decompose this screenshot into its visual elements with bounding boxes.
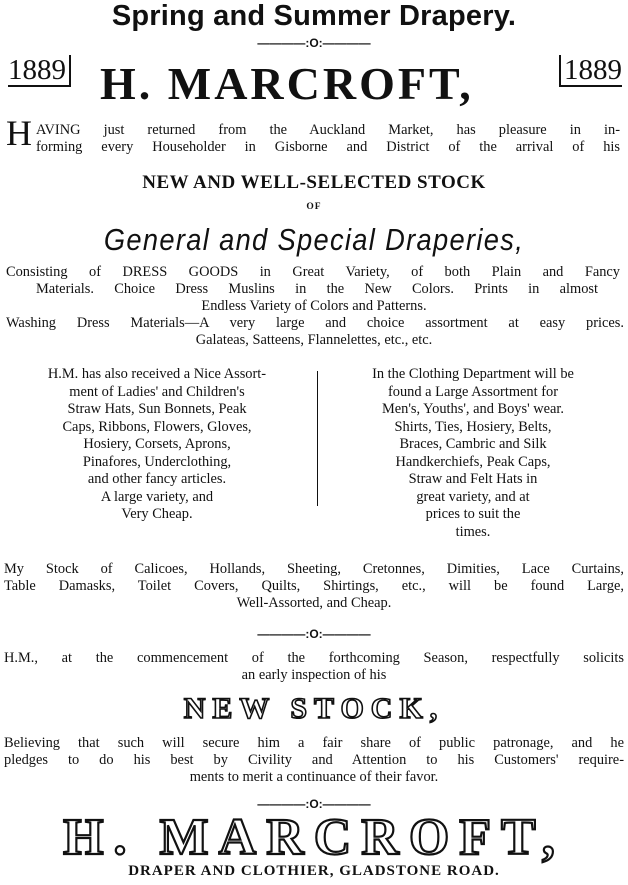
consisting-line-1: Consisting of DRESS GOODS in Great Variety, of both Plain and Fancy: [6, 264, 620, 280]
right-column-line: Shirts, Ties, Hosiery, Belts,: [394, 418, 552, 435]
left-column-line: and other fancy articles.: [87, 471, 227, 487]
right-column-line: Men's, Youths', and Boys' wear.: [381, 401, 565, 417]
column-rule: [317, 371, 318, 506]
intro-line-2: forming every Householder in Gisborne and District of the arrival of his: [36, 139, 620, 155]
calicoes-line-1: My Stock of Calicoes, Hollands, Sheeting, Cretonnes, Dimities, Lace Curtains,: [4, 561, 624, 577]
consisting-line-4: Washing Dress Materials—A very large and choice assortment at easy prices.: [6, 315, 624, 331]
intro-line-1: AVING just returned from the Auckland Market, has pleasure in in-: [36, 122, 620, 138]
right-column-line: In the Clothing Department will be: [372, 366, 574, 382]
left-column-line: Very Cheap.: [121, 506, 193, 522]
divider-middle: ————:O:————: [257, 627, 371, 641]
of-word: OF: [306, 202, 322, 212]
right-column-line: Straw and Felt Hats in: [408, 471, 538, 487]
left-column-line: Caps, Ribbons, Flowers, Gloves,: [62, 418, 252, 435]
merchant-name-bottom: H. MARCROFT,: [63, 809, 565, 866]
new-stock-heading: NEW STOCK,: [183, 692, 445, 725]
believing-line-1: Believing that such will secure him a fair share of public patronage, and he: [4, 735, 624, 751]
right-column-line: times.: [455, 523, 491, 540]
left-column-line: ment of Ladies' and Children's: [69, 383, 245, 400]
left-column: [4, 366, 310, 524]
right-column-line: found a Large Assortment for: [388, 383, 558, 400]
left-column-line: H.M. has also received a Nice Assort-: [47, 366, 267, 382]
right-column-line: prices to suit the: [425, 506, 521, 522]
consisting-line-2: Materials. Choice Dress Muslins in the New Colors. Prints in almost: [36, 281, 598, 297]
merchant-name-top: H. MARCROFT,: [100, 58, 474, 109]
headline: Spring and Summer Drapery.: [111, 0, 517, 32]
consisting-line-5: Galateas, Satteens, Flannelettes, etc., etc.: [195, 332, 433, 348]
consisting-line-3: Endless Variety of Colors and Patterns.: [201, 298, 427, 314]
divider-top: ————:O:————: [257, 36, 371, 50]
drop-cap: H: [6, 113, 32, 153]
calicoes-line-2: Table Damasks, Toilet Covers, Quilts, Shirtings, etc., will be found Large,: [4, 578, 624, 594]
stock-heading: NEW AND WELL-SELECTED STOCK: [142, 172, 486, 193]
right-column-line: Handkerchiefs, Peak Caps,: [395, 453, 551, 470]
left-column-line: Hosiery, Corsets, Aprons,: [83, 436, 231, 452]
year-left: 1889: [8, 55, 71, 87]
footer-address: DRAPER AND CLOTHIER, GLADSTONE ROAD.: [128, 863, 500, 879]
right-column-line: Braces, Cambric and Silk: [399, 436, 547, 452]
right-column: [320, 366, 626, 541]
calicoes-line-3: Well-Assorted, and Cheap.: [236, 595, 392, 611]
left-column-line: Straw Hats, Sun Bonnets, Peak: [67, 401, 247, 417]
believing-line-2: pledges to do his best by Civility and Attention to his Customers' require-: [4, 752, 624, 768]
year-right: 1889: [559, 55, 622, 87]
left-column-line: Pinafores, Underclothing,: [82, 453, 232, 470]
divider-bottom: ————:O:————: [257, 797, 371, 811]
left-column-line: A large variety, and: [100, 488, 214, 505]
solicit-line-1: H.M., at the commencement of the forthcoming Season, respectfully solicits: [4, 650, 624, 666]
drapery-heading: General and Special Draperies,: [103, 222, 525, 257]
solicit-line-2: an early inspection of his: [241, 667, 387, 683]
believing-line-3: ments to merit a continuance of their favor.: [189, 769, 439, 785]
right-column-line: great variety, and at: [416, 488, 530, 505]
